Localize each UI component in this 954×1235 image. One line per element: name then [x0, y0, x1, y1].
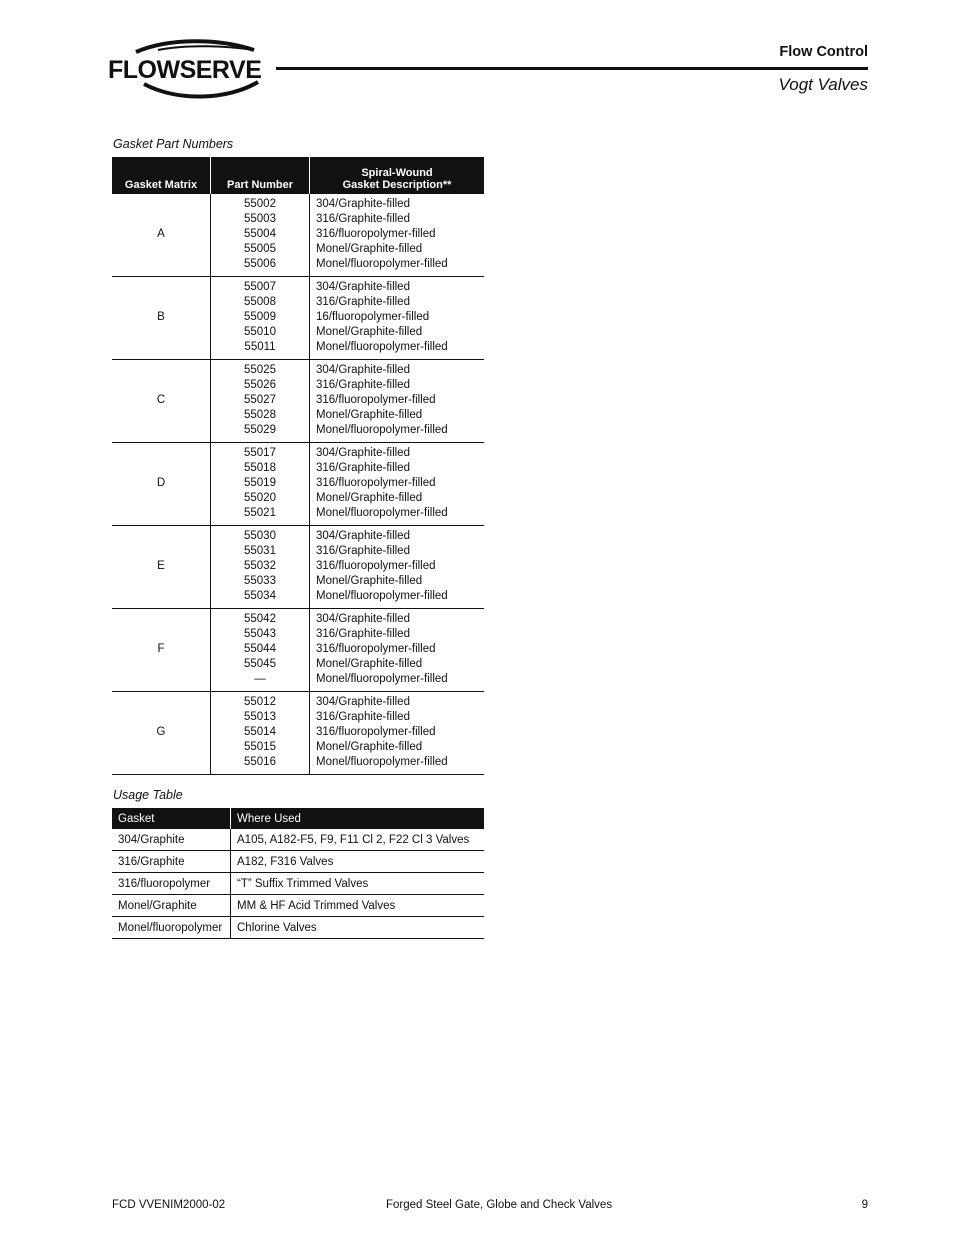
- gasket-description-cell: [310, 443, 485, 526]
- gasket-matrix-cell: A: [112, 194, 211, 277]
- gasket-matrix-cell: G: [112, 692, 211, 775]
- part-number: 55019: [244, 477, 276, 489]
- gasket-description: 304/Graphite-filled: [316, 281, 410, 293]
- part-number-cell: [211, 526, 310, 609]
- gasket-description: Monel/fluoropolymer-filled: [316, 590, 448, 602]
- gasket-description: 316/Graphite-filled: [316, 379, 410, 391]
- table-row: [112, 692, 484, 775]
- part-number: 55004: [244, 228, 276, 240]
- usage-gasket-cell: Monel/fluoropolymer: [112, 917, 231, 939]
- gasket-description: Monel/Graphite-filled: [316, 492, 423, 504]
- part-number: 55017: [244, 447, 276, 459]
- gasket-description: 316/Graphite-filled: [316, 628, 410, 640]
- gasket-description: Monel/fluoropolymer-filled: [316, 424, 448, 436]
- table-header-row: [112, 157, 484, 194]
- part-number: 55009: [244, 311, 276, 323]
- part-number: 55005: [244, 243, 276, 255]
- table-row: [112, 917, 484, 939]
- logo-wordmark: FLOWSERVE: [108, 56, 262, 84]
- part-number: 55007: [244, 281, 276, 293]
- gasket-description: 316/fluoropolymer-filled: [316, 228, 436, 240]
- gasket-matrix-cell: F: [112, 609, 211, 692]
- gasket-description-cell: [310, 526, 485, 609]
- footer-title: Forged Steel Gate, Globe and Check Valves: [386, 1199, 613, 1211]
- table-row: [112, 443, 484, 526]
- gasket-part-numbers-table: [112, 157, 484, 775]
- usage-where-cell: A105, A182-F5, F9, F11 Cl 2, F22 Cl 3 Valves: [231, 829, 485, 851]
- gasket-description: 316/Graphite-filled: [316, 462, 410, 474]
- footer-doc-code: FCD VVENIM2000-02: [112, 1199, 226, 1211]
- header-gasket-matrix: Gasket Matrix: [112, 157, 211, 194]
- table-row: [112, 277, 484, 360]
- part-number: 55044: [244, 643, 276, 655]
- usage-table-caption: Usage Table: [113, 788, 183, 802]
- part-number: 55033: [244, 575, 276, 587]
- gasket-description: 316/fluoropolymer-filled: [316, 560, 436, 572]
- header-description-line1: Spiral-Wound: [361, 167, 433, 179]
- gasket-description: Monel/Graphite-filled: [316, 243, 423, 255]
- gasket-description: 316/Graphite-filled: [316, 711, 410, 723]
- header-description-line2: Gasket Description**: [342, 179, 452, 191]
- table-row: [112, 360, 484, 443]
- gasket-description: 304/Graphite-filled: [316, 198, 410, 210]
- table-row: [112, 194, 484, 277]
- usage-where-cell: A182, F316 Valves: [231, 851, 485, 873]
- usage-table: [112, 808, 484, 939]
- part-number: 55026: [244, 379, 276, 391]
- gasket-matrix-cell: E: [112, 526, 211, 609]
- part-number: 55010: [244, 326, 276, 338]
- gasket-matrix-cell: C: [112, 360, 211, 443]
- part-number: —: [254, 673, 266, 685]
- flowserve-logo: [108, 36, 270, 102]
- gasket-description: Monel/fluoropolymer-filled: [316, 756, 448, 768]
- part-number: 55045: [244, 658, 276, 670]
- part-number: 55002: [244, 198, 276, 210]
- gasket-description: 316/fluoropolymer-filled: [316, 643, 436, 655]
- part-number: 55029: [244, 424, 276, 436]
- part-number: 55032: [244, 560, 276, 572]
- gasket-matrix-cell: B: [112, 277, 211, 360]
- header-rule: [276, 67, 868, 70]
- gasket-description: 316/fluoropolymer-filled: [316, 726, 436, 738]
- header-part-number: Part Number: [211, 157, 310, 194]
- usage-where-cell: “T” Suffix Trimmed Valves: [231, 873, 485, 895]
- gasket-description: Monel/fluoropolymer-filled: [316, 507, 448, 519]
- gasket-description: Monel/Graphite-filled: [316, 741, 423, 753]
- gasket-description: 304/Graphite-filled: [316, 447, 410, 459]
- brand-title: Flow Control: [779, 44, 868, 60]
- gasket-matrix-cell: D: [112, 443, 211, 526]
- gasket-description: 304/Graphite-filled: [316, 613, 410, 625]
- part-number: 55013: [244, 711, 276, 723]
- table-row: [112, 829, 484, 851]
- gasket-description: 316/Graphite-filled: [316, 213, 410, 225]
- usage-gasket-cell: 316/fluoropolymer: [112, 873, 231, 895]
- gasket-description: 304/Graphite-filled: [316, 696, 410, 708]
- part-number: 55018: [244, 462, 276, 474]
- part-number: 55012: [244, 696, 276, 708]
- part-number-cell: [211, 609, 310, 692]
- gasket-description: Monel/Graphite-filled: [316, 658, 423, 670]
- gasket-description: 304/Graphite-filled: [316, 530, 410, 542]
- usage-gasket-cell: Monel/Graphite: [112, 895, 231, 917]
- gasket-description: Monel/fluoropolymer-filled: [316, 258, 448, 270]
- table-row: [112, 526, 484, 609]
- part-number: 55003: [244, 213, 276, 225]
- table-row: [112, 895, 484, 917]
- table-header-row: [112, 808, 484, 829]
- part-number: 55014: [244, 726, 276, 738]
- gasket-description-cell: [310, 609, 485, 692]
- part-number: 55025: [244, 364, 276, 376]
- part-number-cell: [211, 277, 310, 360]
- usage-gasket-cell: 316/Graphite: [112, 851, 231, 873]
- part-number-cell: [211, 692, 310, 775]
- part-number: 55006: [244, 258, 276, 270]
- part-number-cell: [211, 360, 310, 443]
- part-number: 55020: [244, 492, 276, 504]
- header-where-used: Where Used: [231, 808, 485, 829]
- gasket-description: Monel/Graphite-filled: [316, 409, 423, 421]
- part-number: 55042: [244, 613, 276, 625]
- table-row: [112, 873, 484, 895]
- gasket-description-cell: [310, 194, 485, 277]
- gasket-description-cell: [310, 277, 485, 360]
- gasket-description: 316/fluoropolymer-filled: [316, 477, 436, 489]
- part-number: 55027: [244, 394, 276, 406]
- part-number-cell: [211, 194, 310, 277]
- gasket-description: 16/fluoropolymer-filled: [316, 311, 430, 323]
- part-number: 55021: [244, 507, 276, 519]
- gasket-description: Monel/Graphite-filled: [316, 326, 423, 338]
- gasket-description: 316/fluoropolymer-filled: [316, 394, 436, 406]
- gasket-description: Monel/fluoropolymer-filled: [316, 673, 448, 685]
- part-number-cell: [211, 443, 310, 526]
- part-number: 55011: [244, 341, 276, 353]
- part-number: 55031: [244, 545, 276, 557]
- table-row: [112, 851, 484, 873]
- usage-where-cell: MM & HF Acid Trimmed Valves: [231, 895, 485, 917]
- part-number: 55015: [244, 741, 276, 753]
- part-number: 55028: [244, 409, 276, 421]
- gasket-table-caption: Gasket Part Numbers: [113, 137, 234, 151]
- part-number: 55034: [244, 590, 276, 602]
- gasket-description-cell: [310, 360, 485, 443]
- gasket-description-cell: [310, 692, 485, 775]
- gasket-description: 316/Graphite-filled: [316, 296, 410, 308]
- usage-gasket-cell: 304/Graphite: [112, 829, 231, 851]
- gasket-description: 304/Graphite-filled: [316, 364, 410, 376]
- footer-page-number: 9: [861, 1199, 868, 1211]
- gasket-description: 316/Graphite-filled: [316, 545, 410, 557]
- header-description: [310, 157, 485, 194]
- part-number: 55043: [244, 628, 276, 640]
- gasket-description: Monel/fluoropolymer-filled: [316, 341, 448, 353]
- table-row: [112, 609, 484, 692]
- usage-where-cell: Chlorine Valves: [231, 917, 485, 939]
- header-gasket: Gasket: [112, 808, 231, 829]
- part-number: 55030: [244, 530, 276, 542]
- part-number: 55016: [244, 756, 276, 768]
- gasket-description: Monel/Graphite-filled: [316, 575, 423, 587]
- part-number: 55008: [244, 296, 276, 308]
- product-title: Vogt Valves: [778, 75, 868, 94]
